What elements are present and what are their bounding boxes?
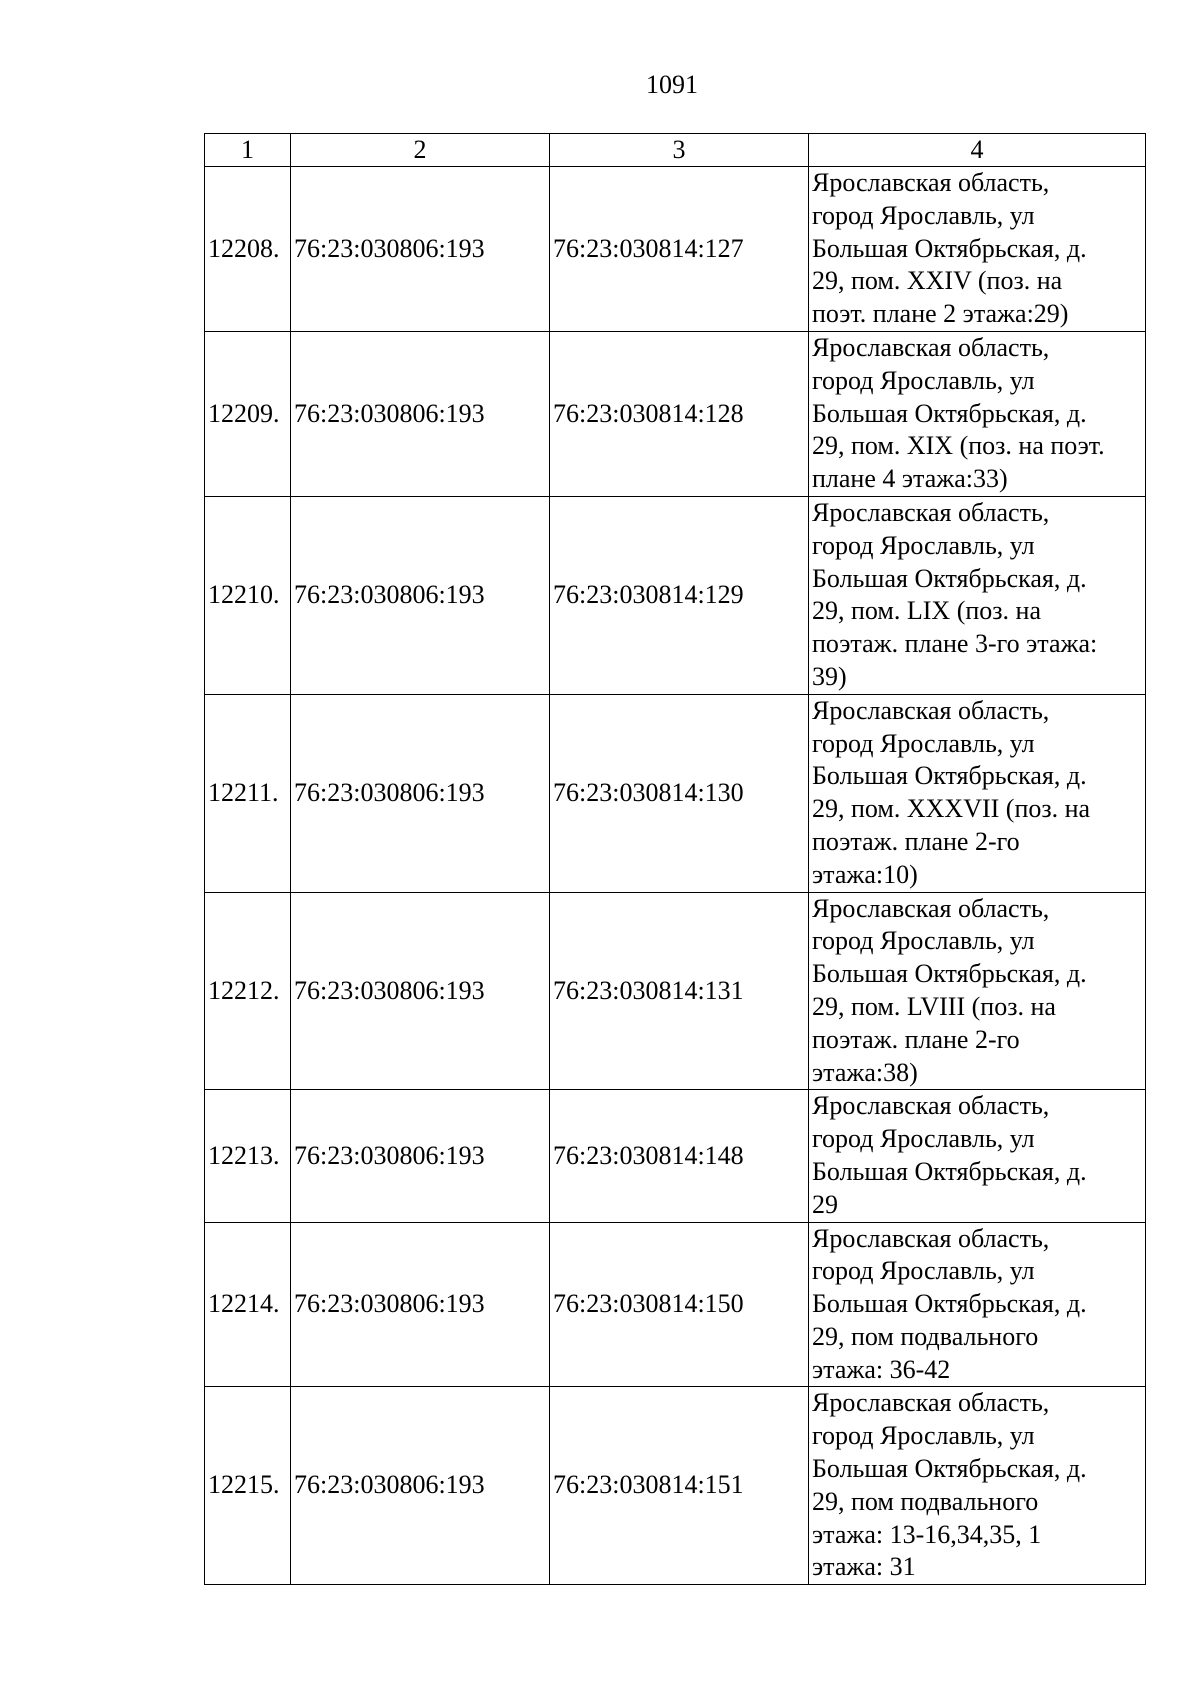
address-line: поэтаж. плане 2-го <box>812 826 1020 856</box>
page-number: 1091 <box>646 70 698 99</box>
address-line: Большая Октябрьская, д. <box>812 1289 1087 1319</box>
cadastral-number-cell: 76:23:030814:148 <box>550 1090 809 1222</box>
address-line: 29, пом подвального <box>812 1321 1039 1351</box>
address-line: Большая Октябрьская, д. <box>812 959 1087 989</box>
address-line: 29, пом. XXIV (поз. на <box>812 266 1063 296</box>
address-cell <box>809 892 1146 1090</box>
address-line: 29, пом. XXXVII (поз. на <box>812 794 1091 824</box>
parent-cadastral-cell: 76:23:030806:193 <box>291 496 550 694</box>
address-cell <box>809 1387 1146 1585</box>
address-cell <box>809 1222 1146 1387</box>
address-line: плане 4 этажа:33) <box>812 464 1008 494</box>
address-line: Большая Октябрьская, д. <box>812 1454 1087 1484</box>
address-line: город Ярославль, ул <box>812 1124 1035 1154</box>
address-line: Ярославская область, <box>812 497 1050 527</box>
parent-cadastral-cell: 76:23:030806:193 <box>291 1222 550 1387</box>
address-line: 39) <box>812 661 847 691</box>
table-row <box>205 496 1146 694</box>
table-row <box>205 1222 1146 1387</box>
address-line: 29, пом. LVIII (поз. на <box>812 991 1056 1021</box>
row-number-cell: 12208. <box>205 167 291 332</box>
address-line: Большая Октябрьская, д. <box>812 233 1087 263</box>
address-line: Ярославская область, <box>812 332 1050 362</box>
table-row <box>205 331 1146 496</box>
address-cell <box>809 167 1146 332</box>
address-cell <box>809 331 1146 496</box>
table-row <box>205 1090 1146 1222</box>
row-number-cell: 12211. <box>205 694 291 892</box>
cadastral-number-cell: 76:23:030814:128 <box>550 331 809 496</box>
row-number-cell: 12212. <box>205 892 291 1090</box>
address-line: город Ярославль, ул <box>812 530 1035 560</box>
address-line: поэтаж. плане 3-го этажа: <box>812 629 1098 659</box>
address-line: Большая Октябрьская, д. <box>812 1156 1087 1186</box>
cadastral-number-cell: 76:23:030814:150 <box>550 1222 809 1387</box>
table-row <box>205 694 1146 892</box>
table-row <box>205 167 1146 332</box>
address-line: Ярославская область, <box>812 695 1050 725</box>
parent-cadastral-cell: 76:23:030806:193 <box>291 1090 550 1222</box>
address-line: поэт. плане 2 этажа:29) <box>812 299 1069 329</box>
address-line: 29, пом. XIX (поз. на поэт. <box>812 431 1105 461</box>
address-line: Ярославская область, <box>812 893 1050 923</box>
table-body <box>205 167 1146 1585</box>
address-line: город Ярославль, ул <box>812 728 1035 758</box>
address-line: 29, пом. LIX (поз. на <box>812 596 1041 626</box>
address-cell <box>809 694 1146 892</box>
address-line: город Ярославль, ул <box>812 1256 1035 1286</box>
address-line: Ярославская область, <box>812 1223 1050 1253</box>
row-number-cell: 12213. <box>205 1090 291 1222</box>
row-number-cell: 12209. <box>205 331 291 496</box>
row-number-cell: 12214. <box>205 1222 291 1387</box>
parent-cadastral-cell: 76:23:030806:193 <box>291 167 550 332</box>
address-line: поэтаж. плане 2-го <box>812 1024 1020 1054</box>
registry-table <box>204 133 1146 1585</box>
address-cell <box>809 496 1146 694</box>
parent-cadastral-cell: 76:23:030806:193 <box>291 331 550 496</box>
cadastral-number-cell: 76:23:030814:129 <box>550 496 809 694</box>
address-line: этажа:38) <box>812 1057 918 1087</box>
cadastral-number-cell: 76:23:030814:127 <box>550 167 809 332</box>
cadastral-number-cell: 76:23:030814:130 <box>550 694 809 892</box>
address-line: 29, пом подвального <box>812 1486 1039 1516</box>
parent-cadastral-cell: 76:23:030806:193 <box>291 694 550 892</box>
address-line: город Ярославль, ул <box>812 1421 1035 1451</box>
address-line: Большая Октябрьская, д. <box>812 398 1087 428</box>
header-cell-2: 2 <box>291 134 550 167</box>
parent-cadastral-cell: 76:23:030806:193 <box>291 892 550 1090</box>
row-number-cell: 12215. <box>205 1387 291 1585</box>
address-line: Большая Октябрьская, д. <box>812 563 1087 593</box>
address-line: Ярославская область, <box>812 1388 1050 1418</box>
address-line: этажа: 13-16,34,35, 1 <box>812 1519 1042 1549</box>
table-row <box>205 1387 1146 1585</box>
address-line: Ярославская область, <box>812 1091 1050 1121</box>
header-cell-3: 3 <box>550 134 809 167</box>
cadastral-number-cell: 76:23:030814:131 <box>550 892 809 1090</box>
row-number-cell: 12210. <box>205 496 291 694</box>
header-cell-4: 4 <box>809 134 1146 167</box>
address-line: этажа: 31 <box>812 1552 916 1582</box>
address-line: этажа:10) <box>812 859 918 889</box>
address-line: 29 <box>812 1189 838 1219</box>
address-line: Большая Октябрьская, д. <box>812 761 1087 791</box>
address-line: город Ярославль, ул <box>812 200 1035 230</box>
address-line: город Ярославль, ул <box>812 365 1035 395</box>
address-line: город Ярославль, ул <box>812 926 1035 956</box>
header-cell-1: 1 <box>205 134 291 167</box>
address-line: этажа: 36-42 <box>812 1354 951 1384</box>
address-cell <box>809 1090 1146 1222</box>
cadastral-number-cell: 76:23:030814:151 <box>550 1387 809 1585</box>
address-line: Ярославская область, <box>812 168 1050 197</box>
table-row <box>205 892 1146 1090</box>
parent-cadastral-cell: 76:23:030806:193 <box>291 1387 550 1585</box>
header-row <box>205 134 1146 167</box>
